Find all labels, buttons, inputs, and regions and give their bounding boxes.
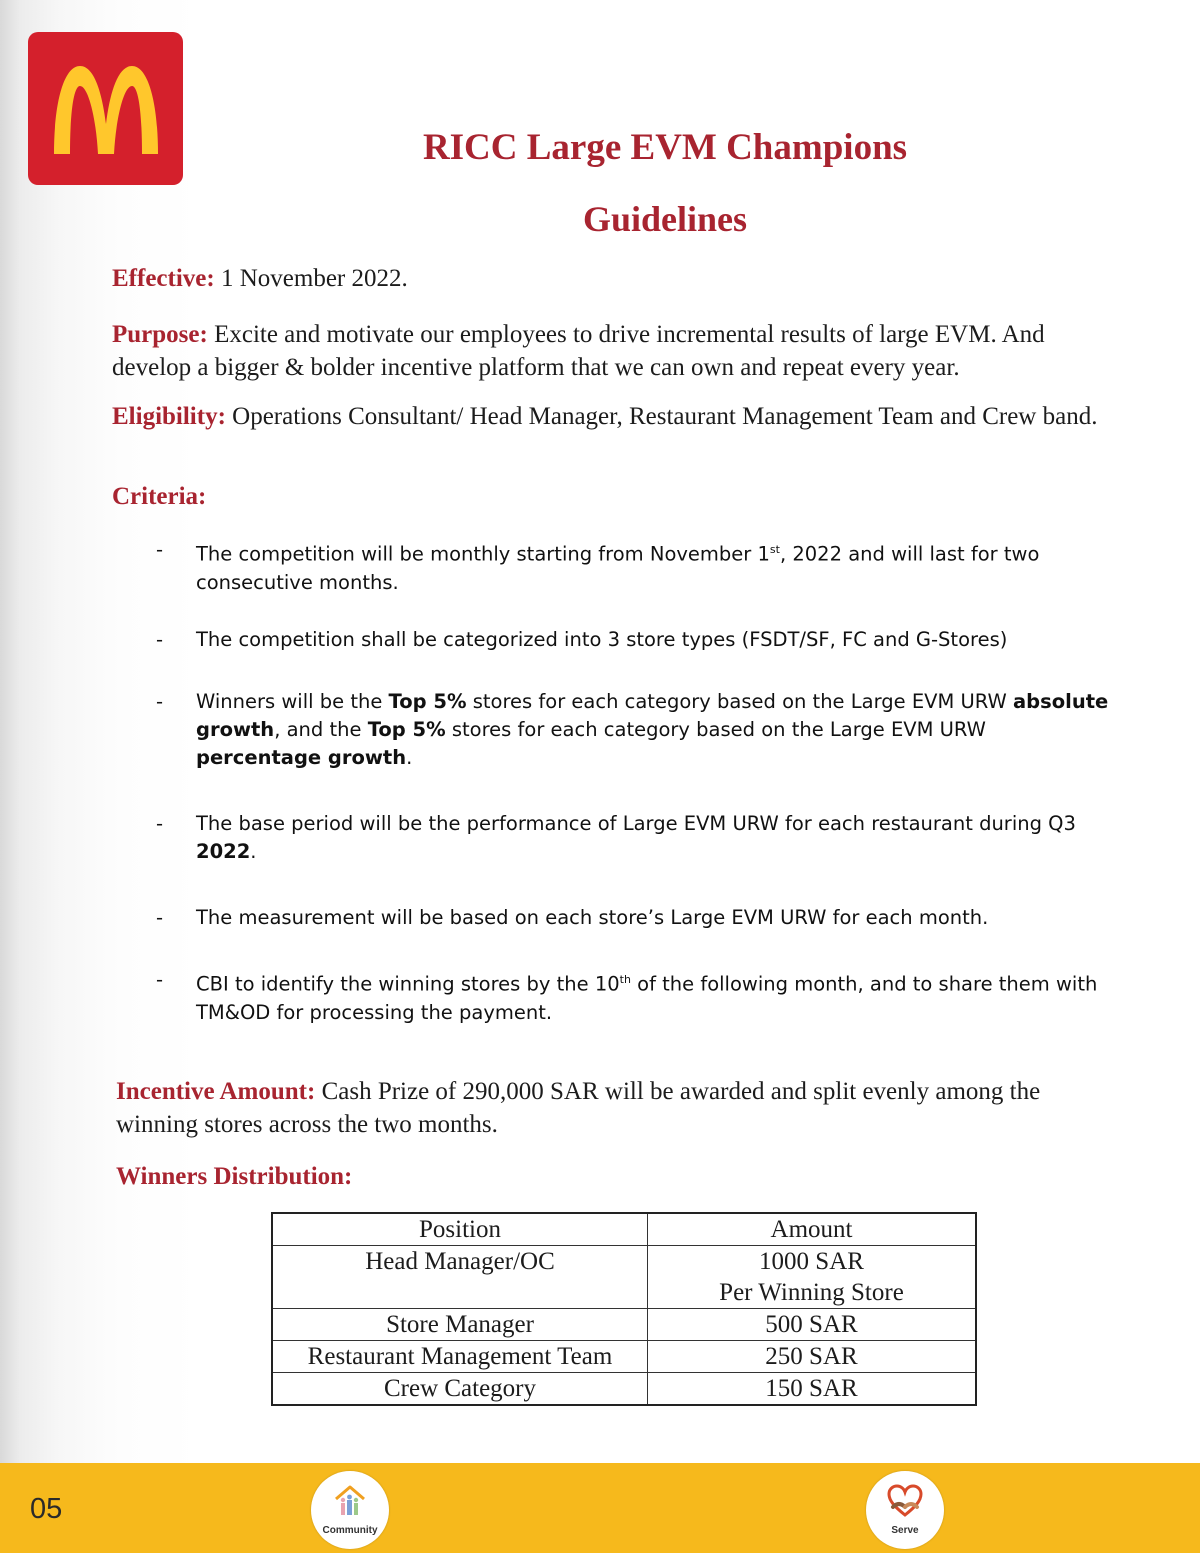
list-item	[150, 688, 1115, 772]
incentive-section	[116, 1075, 1116, 1141]
column-header-position: Position	[272, 1213, 648, 1246]
table-row	[272, 1309, 976, 1341]
criteria-bold: absolute growth	[196, 690, 1109, 741]
incentive-text: Cash Prize of 290,000 SAR will be awarded and split evenly among the winning stores across the two months.	[116, 1078, 1041, 1138]
list-item	[150, 536, 1115, 597]
table-row	[272, 1246, 976, 1309]
eligibility-section	[112, 400, 1112, 433]
criteria-text: of the following month, and to share them with TM&OD for processing the payment.	[196, 972, 1098, 1024]
criteria-text: The measurement will be based on each store’s Large EVM URW for each month.	[196, 906, 989, 929]
position-cell: Head Manager/OC	[272, 1246, 648, 1309]
winners-table	[271, 1212, 977, 1406]
criteria-text: The competition shall be categorized into 3 store types (FSDT/SF, FC and G-Stores)	[196, 628, 1008, 651]
incentive-label: Incentive Amount:	[116, 1078, 316, 1105]
serve-badge	[866, 1471, 944, 1549]
criteria-bold: 2022	[196, 840, 251, 863]
footer-bar	[0, 1463, 1200, 1553]
criteria-bold: Top 5%	[388, 690, 467, 713]
position-cell: Restaurant Management Team	[272, 1341, 648, 1373]
community-house-icon	[330, 1481, 370, 1521]
eligibility-text: Operations Consultant/ Head Manager, Restaurant Management Team and Crew band.	[225, 403, 1098, 430]
criteria-text: stores for each category based on the Large EVM URW	[466, 690, 1014, 713]
bullet-dash: -	[156, 906, 164, 929]
column-header-amount: Amount	[648, 1213, 977, 1246]
effective-section	[112, 262, 1112, 295]
bullet-dash: -	[156, 690, 164, 713]
purpose-text: Excite and motivate our employees to drive incremental results of large EVM. And develop a bigger & bolder incentive platform that we can own and repeat every year.	[112, 321, 1045, 381]
position-cell: Crew Category	[272, 1373, 648, 1406]
criteria-text: , and the	[274, 718, 368, 741]
criteria-label: Criteria:	[112, 483, 207, 510]
amount-cell: 250 SAR	[648, 1341, 977, 1373]
criteria-sup: st	[769, 543, 780, 556]
serve-label: Serve	[891, 1525, 919, 1536]
criteria-text: CBI to identify the winning stores by the 10	[196, 972, 620, 996]
effective-label: Effective:	[112, 265, 215, 292]
criteria-text: Winners will be the	[196, 690, 389, 713]
amount-value: 1000 SAR	[759, 1248, 864, 1275]
amount-cell: 150 SAR	[648, 1373, 977, 1406]
winners-label: Winners Distribution:	[116, 1163, 353, 1190]
criteria-text: stores for each category based on the Large EVM URW	[445, 718, 986, 741]
list-item	[150, 810, 1115, 866]
eligibility-label: Eligibility:	[112, 403, 226, 430]
bullet-dash: -	[156, 968, 164, 991]
amount-cell	[648, 1246, 977, 1309]
criteria-bold: Top 5%	[367, 718, 446, 741]
criteria-text: , 2022 and will last for two consecutive months.	[196, 542, 1040, 594]
table-header-row	[272, 1213, 976, 1246]
amount-note: Per Winning Store	[719, 1279, 904, 1306]
bullet-dash: -	[156, 812, 164, 835]
document-subtitle: Guidelines	[582, 199, 748, 239]
list-item	[150, 904, 1115, 932]
criteria-sup: th	[619, 973, 631, 986]
golden-arches-icon	[50, 62, 162, 157]
bullet-dash: -	[156, 628, 164, 651]
criteria-section	[112, 480, 1112, 513]
table-row	[272, 1373, 976, 1406]
criteria-text: The competition will be monthly starting from November 1	[196, 542, 770, 566]
effective-text: 1 November 2022.	[214, 265, 408, 292]
criteria-text: .	[250, 840, 257, 863]
community-label: Community	[322, 1525, 378, 1536]
document-title: RICC Large EVM Champions	[422, 127, 908, 168]
bullet-dash: -	[156, 538, 164, 561]
table-row	[272, 1341, 976, 1373]
purpose-label: Purpose:	[112, 321, 208, 348]
purpose-section	[112, 318, 1112, 384]
position-cell: Store Manager	[272, 1309, 648, 1341]
community-badge	[311, 1471, 389, 1549]
mcdonalds-logo	[28, 32, 183, 185]
winners-section	[116, 1160, 1116, 1193]
criteria-text: .	[406, 746, 413, 769]
amount-cell: 500 SAR	[648, 1309, 977, 1341]
serve-heart-hands-icon	[885, 1481, 925, 1521]
list-item	[150, 626, 1115, 654]
criteria-bold: percentage growth	[196, 746, 407, 769]
page-number: 05	[30, 1493, 63, 1525]
criteria-text: The base period will be the performance of Large EVM URW for each restaurant during Q3	[196, 812, 1076, 835]
list-item	[150, 966, 1115, 1027]
